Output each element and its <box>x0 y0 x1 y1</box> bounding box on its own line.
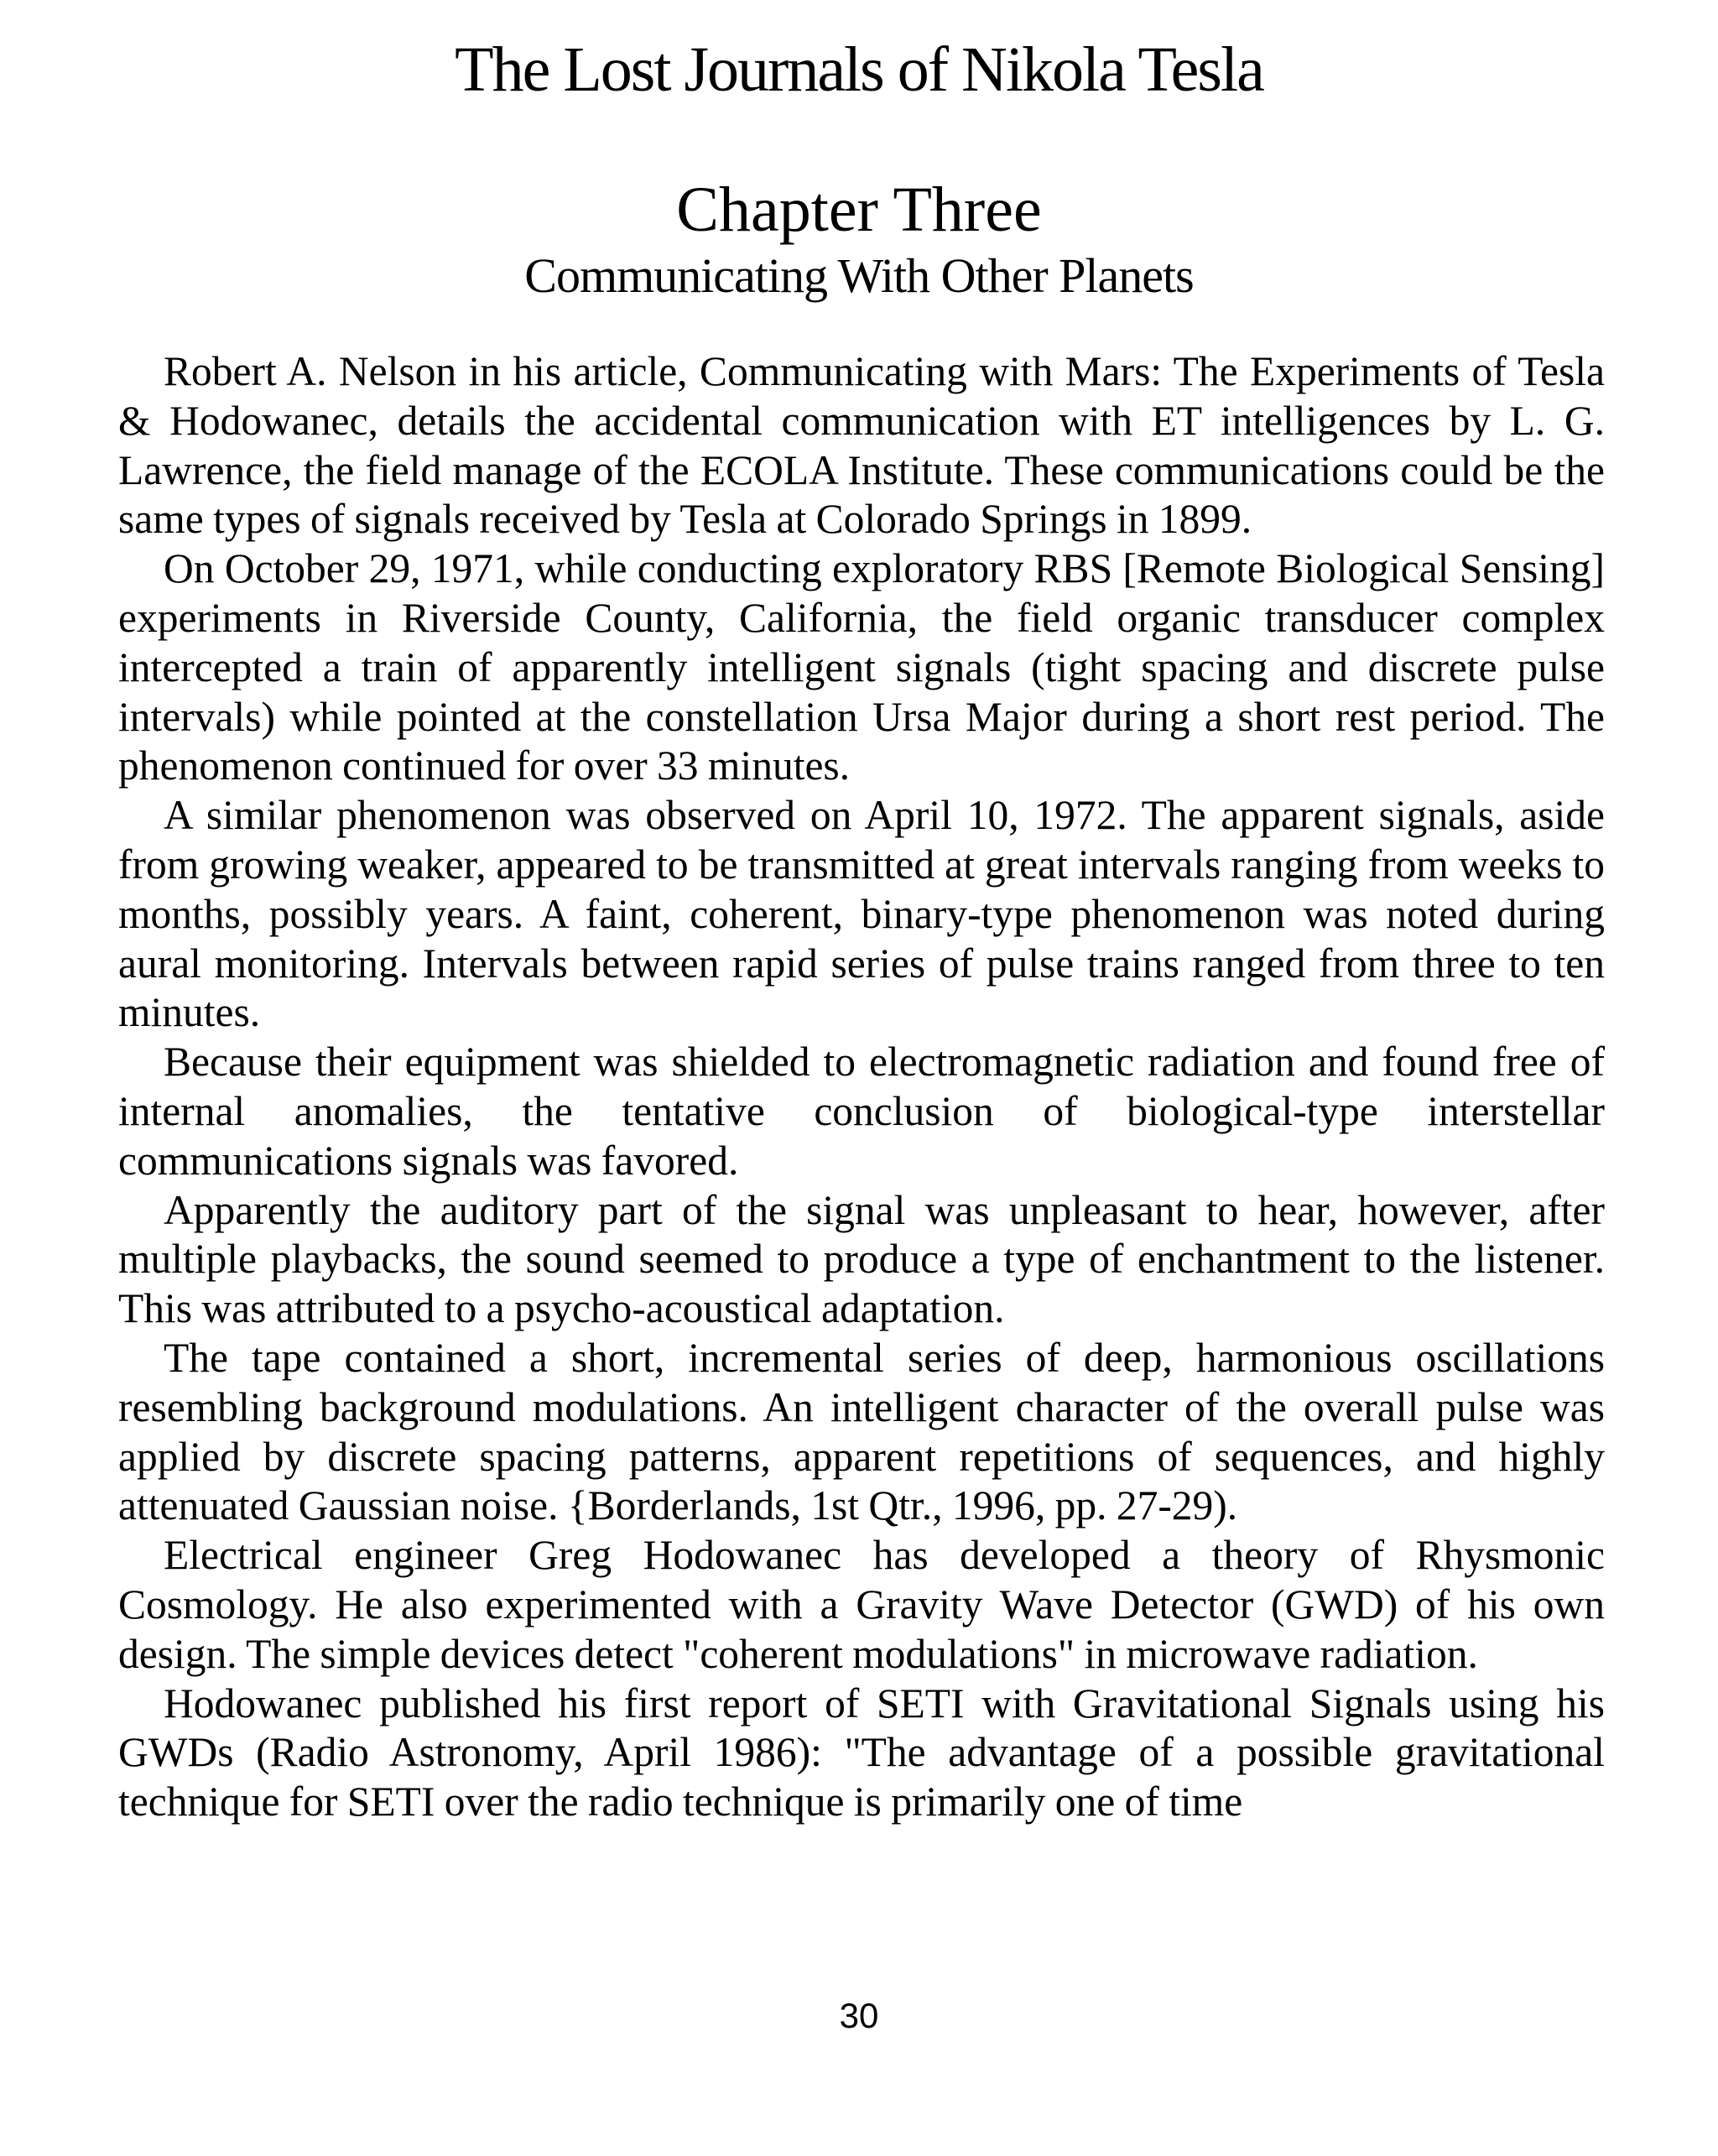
book-title: The Lost Journals of Nikola Tesla <box>455 34 1263 105</box>
paragraph: Robert A. Nelson in his article, Communicating with Mars: The Experiments of Tesla & Hodowanec, details the accidental communication with ET intelligences by L. G. Lawrence, the field manage of the ECOLA Institute. These communications could be the same types of signals received by Tesla at Colorado Springs in 1899. <box>118 348 1605 543</box>
chapter-body <box>118 347 1605 1827</box>
chapter-subtitle: Communicating With Other Planets <box>524 248 1194 303</box>
paragraph-last: Hodowanec published his first report of SETI with Gravitational Signals using his GWDs (Radio Astronomy, April 1986): "The advantage of a possible gravitational technique for SETI over the radio technique is primarily one of time <box>118 1679 1605 1825</box>
paragraph: The tape contained a short, incremental series of deep, harmonious oscillations resembling background modulations. An intelligent character of the overall pulse was applied by discrete spacing patterns, apparent repetitions of sequences, and highly attenuated Gaussian noise. {Borderlands, 1st Qtr., 1996, pp. 27-29). <box>118 1334 1605 1529</box>
paragraph: On October 29, 1971, while conducting exploratory RBS [Remote Biological Sensing] experiments in Riverside County, California, the field organic transducer complex intercepted a train of apparently intelligent signals (tight spacing and discrete pulse intervals) while pointed at the constellation Ursa Major during a short rest period. The phenomenon continued for over 33 minutes. <box>118 545 1605 789</box>
paragraph: Because their equipment was shielded to electromagnetic radiation and found free of internal anomalies, the tentative conclusion of biological-type interstellar communications signals was favored. <box>118 1039 1605 1184</box>
paragraph: Apparently the auditory part of the signal was unpleasant to hear, however, after multiple playbacks, the sound seemed to produce a type of enchantment to the listener. This was attributed to a psycho-acoustical adaptation. <box>118 1186 1605 1332</box>
paragraph: Electrical engineer Greg Hodowanec has developed a theory of Rhysmonic Cosmology. He also experimented with a Gravity Wave Detector (GWD) of his own design. The simple devices detect "coherent modulations" in microwave radiation. <box>118 1532 1605 1677</box>
paragraph: A similar phenomenon was observed on April 10, 1972. The apparent signals, aside from growing weaker, appeared to be transmitted at great intervals ranging from weeks to months, possibly years. A faint, coherent, binary-type phenomenon was noted during aural monitoring. Intervals between rapid series of pulse trains ranged from three to ten minutes. <box>118 792 1605 1036</box>
page-number: 30 <box>839 1996 879 2035</box>
chapter-title: Chapter Three <box>676 174 1042 245</box>
